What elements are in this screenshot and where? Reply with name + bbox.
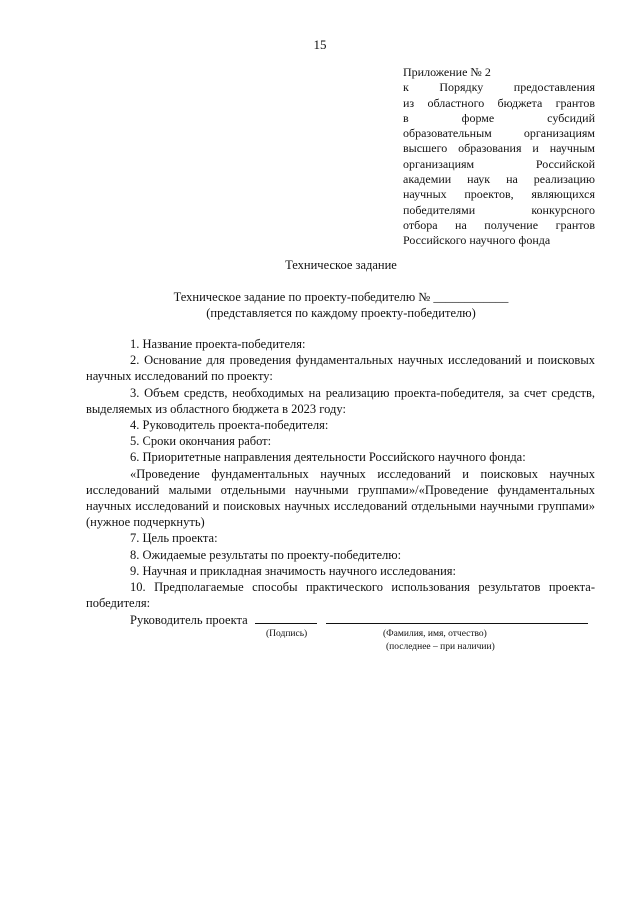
- signature-blank[interactable]: [255, 612, 317, 624]
- page-number: 15: [313, 37, 327, 52]
- appendix-line: Приложение № 2: [403, 65, 491, 79]
- list-item: 9. Научная и прикладная значимость научного исследования:: [130, 563, 456, 578]
- appendix-line: научных проектов, являющихся: [403, 187, 595, 202]
- appendix-line: образовательным организациям: [403, 126, 595, 141]
- appendix-line: отбора на получение грантов: [403, 217, 595, 232]
- list-item: 5. Сроки окончания работ:: [130, 434, 272, 449]
- list-item-text: «Проведение фундаментальных научных исследований и поисковых научных исследований малыми отдельными научными группами»/«Проведение фундаментальных научных исследований и поисковых научных исследований отдельными научными группами» (нужное подчеркнуть): [86, 466, 595, 530]
- appendix-line: победителями конкурсного: [403, 202, 595, 217]
- name-blank[interactable]: [326, 612, 588, 624]
- signature-line: [130, 612, 588, 628]
- list-item: 10. Предполагаемые способы практического использования результатов проекта-победителя:: [86, 580, 595, 611]
- appendix-header: [403, 65, 595, 249]
- appendix-line: организациям Российской: [403, 156, 595, 171]
- list-item: 1. Название проекта-победителя:: [130, 337, 306, 351]
- document-body: [86, 336, 595, 611]
- list-item: 2. Основание для проведения фундаментальных научных исследований и поисковых научных исследований по проекту:: [86, 353, 595, 384]
- signature-label: Руководитель проекта: [130, 613, 248, 627]
- list-item: 8. Ожидаемые результаты по проекту-победителю:: [130, 547, 402, 562]
- appendix-line: академии наук на реализацию: [403, 172, 595, 187]
- list-item: 6. Приоритетные направления деятельности Российского научного фонда:: [130, 450, 526, 465]
- list-item: 4. Руководитель проекта-победителя:: [130, 418, 329, 433]
- document-subtitle-note: (представляется по каждому проекту-победителю): [206, 306, 476, 320]
- caption-fullname: (Фамилия, имя, отчество): [383, 629, 487, 639]
- appendix-line: Российского научного фонда: [403, 233, 551, 248]
- appendix-line: высшего образования и научным: [403, 141, 595, 156]
- list-item: 3. Объем средств, необходимых на реализацию проекта-победителя, за счет средств, выделяемых из областного бюджета в 2023 году:: [86, 385, 595, 416]
- appendix-line: из областного бюджета грантов: [403, 95, 595, 110]
- appendix-line: в форме субсидий: [403, 110, 595, 125]
- document-title: Техническое задание: [285, 258, 397, 272]
- caption-signature: (Подпись): [266, 629, 308, 639]
- appendix-line: к Порядку предоставления: [403, 80, 595, 95]
- list-item: 7. Цель проекта:: [130, 531, 218, 546]
- document-subtitle: Техническое задание по проекту-победителю № ____________: [173, 290, 509, 304]
- caption-note: (последнее – при наличии): [386, 642, 495, 652]
